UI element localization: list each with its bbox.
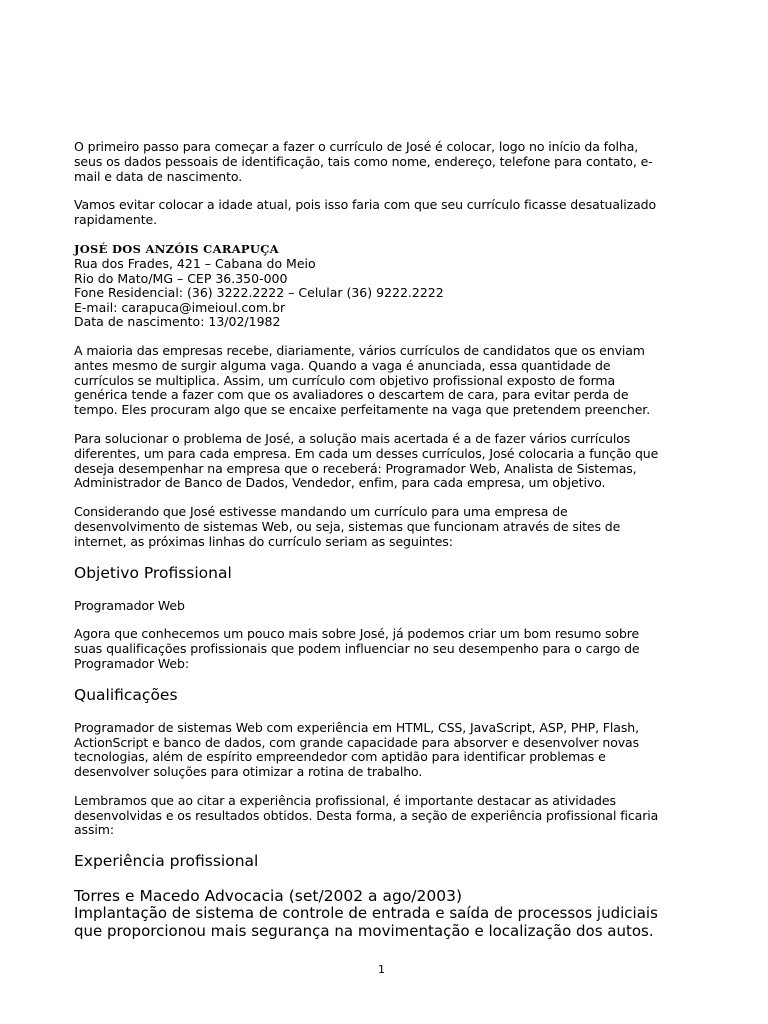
contact-address: Rua dos Frades, 421 – Cabana do Meio — [74, 255, 316, 271]
summary-line: Programador Web: — [74, 655, 189, 671]
intro-line: seus os dados pessoais de identificação, tais como nome, endereço, telefone para contato, e- — [74, 153, 653, 169]
intro-line: mail e data de nascimento. — [74, 168, 243, 184]
qualifications-line: Programador de sistemas Web com experiência em HTML, CSS, JavaScript, ASP, PHP, Flash, — [74, 719, 639, 735]
contact-name: JOSÉ DOS ANZÓIS CARAPUÇA — [74, 241, 279, 256]
objective-heading: Objetivo Profissional — [74, 563, 232, 582]
solution-line: Administrador de Banco de Dados, Vendedor, enfim, para cada empresa, um objetivo. — [74, 475, 606, 491]
job-title: Torres e Macedo Advocacia (set/2002 a ago/2003) — [74, 887, 463, 906]
solution-line: diferentes, um para cada empresa. Em cada um desses currículos, José colocaria a função que — [74, 445, 659, 461]
job-description-line: que proporcionou mais segurança na movimentação e localização dos autos. — [74, 921, 654, 940]
contact-birth-date: Data de nascimento: 13/02/1982 — [74, 314, 281, 330]
qualifications-line: desenvolver soluções para otimizar a rotina de trabalho. — [74, 764, 423, 780]
companies-line: tempo. Eles procuram algo que se encaixe perfeitamente na vaga que pretendem preencher. — [74, 402, 651, 418]
contact-phone: Fone Residencial: (36) 3222.2222 – Celular (36) 9222.2222 — [74, 285, 444, 301]
considering-paragraph — [74, 505, 704, 549]
document-page — [74, 140, 704, 940]
objective-value: Programador Web — [74, 597, 185, 613]
considering-line: internet, as próximas linhas do currículo seriam as seguintes: — [74, 533, 453, 549]
objective-value-paragraph — [74, 599, 704, 614]
page-number: 1 — [378, 963, 385, 976]
experience-entry — [74, 887, 704, 940]
intro-paragraph — [74, 140, 704, 184]
solution-paragraph — [74, 432, 704, 491]
solution-line: deseja desempenhar na empresa que o receberá: Programador Web, Analista de Sistemas, — [74, 460, 637, 476]
age-line: rapidamente. — [74, 212, 157, 228]
qualifications-heading: Qualificações — [74, 685, 178, 704]
experience-intro-paragraph — [74, 794, 704, 838]
summary-line: Agora que conhecemos um pouco mais sobre José, já podemos criar um bom resumo sobre — [74, 626, 640, 642]
summary-line: suas qualificações profissionais que podem influenciar no seu desempenho para o cargo de — [74, 641, 640, 657]
summary-paragraph — [74, 627, 704, 671]
contact-city: Rio do Mato/MG – CEP 36.350-000 — [74, 270, 288, 286]
job-description — [74, 905, 704, 940]
solution-line: Para solucionar o problema de José, a solução mais acertada é a de fazer vários currículos — [74, 430, 631, 446]
experience-intro-line: assim: — [74, 822, 114, 838]
contact-block — [74, 242, 704, 330]
companies-line: antes mesmo de surgir alguma vaga. Quando a vaga é anunciada, essa quantidade de — [74, 357, 611, 373]
age-paragraph — [74, 198, 704, 228]
experience-heading: Experiência profissional — [74, 852, 259, 871]
companies-line: currículos se multiplica. Assim, um currículo com objetivo profissional exposto de forma — [74, 372, 616, 388]
qualifications-paragraph — [74, 721, 704, 780]
experience-intro-line: desenvolvidas e os resultados obtidos. Desta forma, a seção de experiência profissional ficaria — [74, 807, 659, 823]
intro-line: O primeiro passo para começar a fazer o currículo de José é colocar, logo no início da folha, — [74, 139, 639, 154]
companies-line: A maioria das empresas recebe, diariamente, vários currículos de candidatos que os enviam — [74, 342, 645, 358]
experience-intro-line: Lembramos que ao citar a experiência profissional, é importante destacar as atividades — [74, 792, 616, 808]
contact-email: E-mail: carapuca@imeioul.com.br — [74, 299, 286, 315]
age-line: Vamos evitar colocar a idade atual, pois isso faria com que seu currículo ficasse desatualizado — [74, 197, 657, 213]
considering-line: desenvolvimento de sistemas Web, ou seja, sistemas que funcionam através de sites de — [74, 518, 621, 534]
qualifications-line: ActionScript e banco de dados, com grande capacidade para absorver e desenvolver novas — [74, 734, 640, 750]
job-description-line: Implantação de sistema de controle de entrada e saída de processos judiciais — [74, 904, 658, 923]
qualifications-line: tecnologias, além de espírito empreendedor com aptidão para identificar problemas e — [74, 749, 606, 765]
companies-line: genérica tende a fazer com que os avaliadores o descartem de cara, para evitar perda de — [74, 387, 629, 403]
considering-line: Considerando que José estivesse mandando um currículo para uma empresa de — [74, 504, 568, 520]
companies-paragraph — [74, 344, 704, 418]
